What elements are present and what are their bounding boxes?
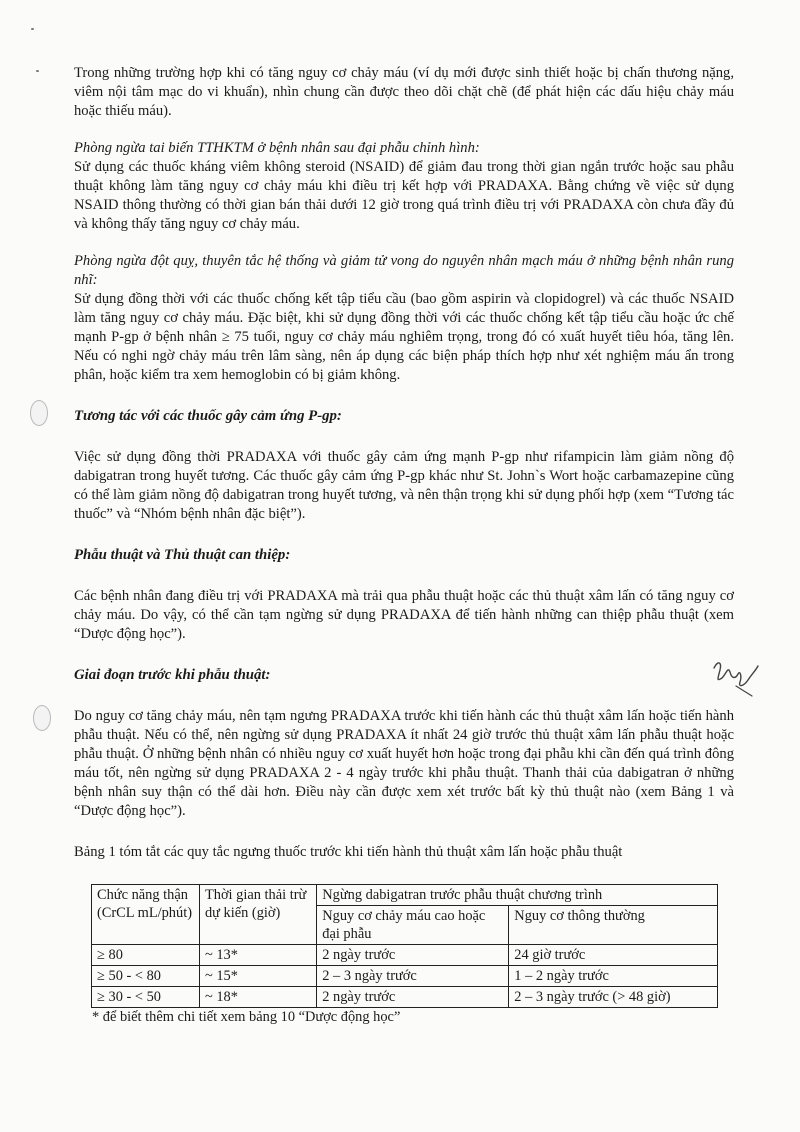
bleeding-risk-paragraph: Trong những trường hợp khi có tăng nguy cơ chảy máu (ví dụ mới được sinh thiết hoặc bị chấn thương nặng, viêm nội tâm mạc do vi khuẩn), nhìn chung cần được theo dõi chặt chẽ (để phát hiện các dấu hiệu chảy máu hoặc thiếu máu).	[74, 65, 734, 119]
header-stop-dabigatran: Ngừng dabigatran trước phẫu thuật chương trình	[317, 885, 718, 906]
table-header-row	[92, 885, 718, 906]
cell-renal: ≥ 50 - < 80	[92, 966, 200, 987]
stroke-paragraph: Sử dụng đồng thời với các thuốc chống kết tập tiểu cầu (bao gồm aspirin và clopidogrel) và các thuốc NSAID làm tăng nguy cơ chảy máu. Đặc biệt, khi sử dụng đồng thời với các thuốc chống kết tập tiểu cầu hoặc ức chế mạnh P-gp ở bệnh nhân ≥ 75 tuổi, nguy cơ chảy máu nghiêm trọng, trong đó có xuất huyết tiêu hóa, tăng lên. Nếu có nghi ngờ chảy máu trên lâm sàng, nên áp dụng các biện pháp thích hợp như xét nghiệm máu ẩn trong phân, hoặc kiểm tra xem hemoglobin có bị giảm không.	[74, 291, 734, 383]
header-renal-function: Chức năng thận (CrCL mL/phút)	[92, 885, 200, 945]
cell-high-risk: 2 ngày trước	[317, 945, 509, 966]
punch-hole-icon	[33, 705, 51, 731]
discontinuation-table	[91, 884, 718, 1008]
punch-hole-icon	[30, 400, 48, 426]
pgp-paragraph: Việc sử dụng đồng thời PRADAXA với thuốc gây cảm ứng mạnh P-gp như rifampicin làm giảm nồng độ dabigatran trong huyết tương. Các thuốc gây cảm ứng P-gp khác như St. John`s Wort hoặc carbamazepine cũng có thể làm giảm nồng độ dabigatran trong huyết tương, và nên thận trọng khi sử dụng phối hợp (xem “Tương tác thuốc” và “Nhóm bệnh nhân đặc biệt”).	[74, 449, 734, 522]
header-high-risk: Nguy cơ chảy máu cao hoặc đại phẫu	[317, 906, 509, 945]
cell-renal: ≥ 80	[92, 945, 200, 966]
table-row	[92, 966, 718, 987]
pgp-heading: Tương tác với các thuốc gây cảm ứng P-gp:	[74, 408, 342, 424]
header-normal-risk: Nguy cơ thông thường	[509, 906, 718, 945]
table-footnote: * để biết thêm chi tiết xem bảng 10 “Dược động học”	[92, 1009, 401, 1025]
cell-normal-risk: 24 giờ trước	[509, 945, 718, 966]
cell-half-life: ~ 13*	[199, 945, 316, 966]
stroke-subtitle: Phòng ngừa đột quỵ, thuyên tắc hệ thống và giảm tử vong do nguyên nhân mạch máu ở những bệnh nhân rung nhĩ:	[74, 253, 734, 288]
cell-high-risk: 2 – 3 ngày trước	[317, 966, 509, 987]
surgery-paragraph: Các bệnh nhân đang điều trị với PRADAXA mà trải qua phẫu thuật hoặc các thủ thuật xâm lấn có tăng nguy cơ chảy máu. Do vậy, có thể cần tạm ngừng sử dụng PRADAXA để tiến hành những can thiệp phẫu thuật (xem “Dược động học”).	[74, 588, 734, 642]
preop-paragraph: Do nguy cơ tăng chảy máu, nên tạm ngưng PRADAXA trước khi tiến hành các thủ thuật xâm lấn hoặc tiến hành phẫu thuật. Nếu có thể, nên ngừng sử dụng PRADAXA ít nhất 24 giờ trước thủ thuật xâm lấn phẫu thuật hoặc phẫu thuật. Ở những bệnh nhân có nhiều nguy cơ xuất huyết hơn hoặc trong đại phẫu khi cần đến quá trình đông máu tốt, nên ngừng sử dụng PRADAXA 2 - 4 ngày trước khi phẫu thuật. Thanh thải của dabigatran ở những bệnh nhân suy thận có thể dài hơn. Điều này cần được xem xét trước bất kỳ thủ thuật nào (xem Bảng 1 và “Dược động học”).	[74, 708, 734, 819]
scan-speck	[36, 70, 39, 72]
cell-high-risk: 2 ngày trước	[317, 987, 509, 1008]
table-intro: Bảng 1 tóm tắt các quy tắc ngưng thuốc trước khi tiến hành thủ thuật xâm lấn hoặc phẫu thuật	[74, 844, 623, 860]
table-row	[92, 945, 718, 966]
cell-half-life: ~ 18*	[199, 987, 316, 1008]
preop-heading: Giai đoạn trước khi phẫu thuật:	[74, 667, 271, 683]
cell-normal-risk: 1 – 2 ngày trước	[509, 966, 718, 987]
cell-half-life: ~ 15*	[199, 966, 316, 987]
cell-renal: ≥ 30 - < 50	[92, 987, 200, 1008]
header-half-life: Thời gian thải trừ dự kiến (giờ)	[199, 885, 316, 945]
document-body	[74, 64, 734, 1026]
cell-normal-risk: 2 – 3 ngày trước (> 48 giờ)	[509, 987, 718, 1008]
scan-speck	[31, 28, 34, 30]
orthopedic-subtitle: Phòng ngừa tai biến TTHKTM ở bệnh nhân sau đại phẫu chỉnh hình:	[74, 140, 480, 156]
orthopedic-paragraph: Sử dụng các thuốc kháng viêm không steroid (NSAID) để giảm đau trong thời gian ngắn trước hoặc sau phẫu thuật không làm tăng nguy cơ chảy máu khi điều trị kết hợp với PRADAXA. Bằng chứng về việc sử dụng NSAID thông thường có thời gian bán thải dưới 12 giờ trong quá trình điều trị với PRADAXA còn chưa đầy đủ và không thấy tăng nguy cơ chảy máu.	[74, 159, 734, 232]
table-row	[92, 987, 718, 1008]
surgery-heading: Phẫu thuật và Thủ thuật can thiệp:	[74, 547, 291, 563]
